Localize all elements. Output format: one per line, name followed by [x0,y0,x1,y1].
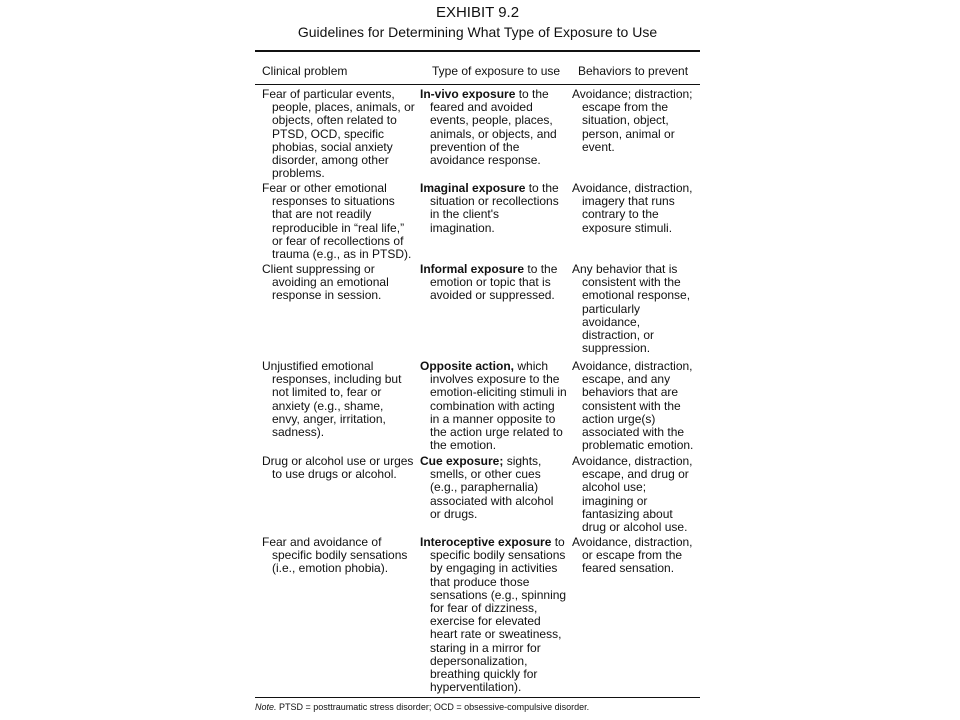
column-header-clinical-problem: Clinical problem [262,64,348,78]
cell-exposure [420,536,582,694]
exposure-name: Imaginal exposure [420,181,526,195]
cell-problem: Fear or other emotional responses to situations that are not readily reproducible in “real life,” or fear of recollections of trauma (e.g., as in PTSD). [262,181,412,262]
exposure-name: Opposite action, [420,359,515,373]
cell-exposure [420,88,582,167]
cell-behaviors: Any behavior that is consistent with the emotional response, particularly avoidance, distraction, or suppression. [572,262,691,356]
exhibit-label: EXHIBIT 9.2 [435,4,520,21]
column-header-behaviors: Behaviors to prevent [578,64,689,78]
cell-exposure [420,360,582,452]
cell-problem: Drug or alcohol use or urges to use drugs or alcohol. [262,454,414,482]
cell-problem: Client suppressing or avoiding an emotional response in session. [262,262,389,303]
exposure-description: to the situation or recollections in the client's imagination. [430,181,559,235]
exposure-description: to specific bodily sensations by engaging in activities that produce those sensations (e.g., spinning for fear of dizziness, exercise for elevated heart rate or sweatiness, staring in a mirror for depersonalization, breathing quickly for hyperventilation). [430,535,567,695]
cell-exposure [420,455,582,521]
exhibit-header [255,4,700,41]
cell-behaviors: Avoidance, distraction, escape, and any behaviors that are consistent with the action urge(s) associated with the problematic emotion. [572,359,694,453]
table-top-rule [255,50,700,52]
table-note [255,702,589,713]
exposure-name: Interoceptive exposure [420,535,552,549]
cell-behaviors: Avoidance, distraction, imagery that runs contrary to the exposure stimuli. [572,181,693,235]
cell-problem: Unjustified emotional responses, including but not limited to, fear or anxiety (e.g., shame, envy, anger, irritation, sadness). [262,359,402,440]
cell-problem: Fear and avoidance of specific bodily sensations (i.e., emotion phobia). [262,535,408,576]
exposure-description: sights, smells, or other cues (e.g., paraphernalia) associated with alcohol or drugs. [430,454,554,521]
cell-exposure [420,263,582,303]
note-label: Note. [255,702,277,712]
cell-behaviors: Avoidance, distraction, or escape from the feared sensation. [572,535,693,576]
note-text: PTSD = posttraumatic stress disorder; OCD = obsessive-compulsive disorder. [276,702,590,712]
cell-exposure [420,182,582,235]
exposure-description: to the emotion or topic that is avoided or suppressed. [430,262,558,303]
exposure-description: which involves exposure to the emotion-eliciting stimuli in combination with acting in a manner opposite to the action urge related to the emotion. [430,359,567,453]
exposure-name: In-vivo exposure [420,87,516,101]
cell-behaviors: Avoidance, distraction, escape, and drug or alcohol use; imagining or fantasizing about drug or alcohol use. [572,454,693,535]
column-header-exposure-type: Type of exposure to use [432,64,561,78]
exposure-description: to the feared and avoided events, people, places, animals, or objects, and prevention of the avoidance response. [430,87,557,168]
cell-problem: Fear of particular events, people, places, animals, or objects, often related to PTSD, OCD, specific phobias, social anxiety disorder, among other problems. [262,87,415,181]
exposure-name: Cue exposure; [420,454,504,468]
table-bottom-rule [255,697,700,698]
cell-behaviors: Avoidance; distraction; escape from the situation, object, person, animal or event. [572,87,693,154]
exposure-name: Informal exposure [420,262,525,276]
header-rule [255,84,700,85]
exhibit-title: Guidelines for Determining What Type of Exposure to Use [297,24,658,40]
